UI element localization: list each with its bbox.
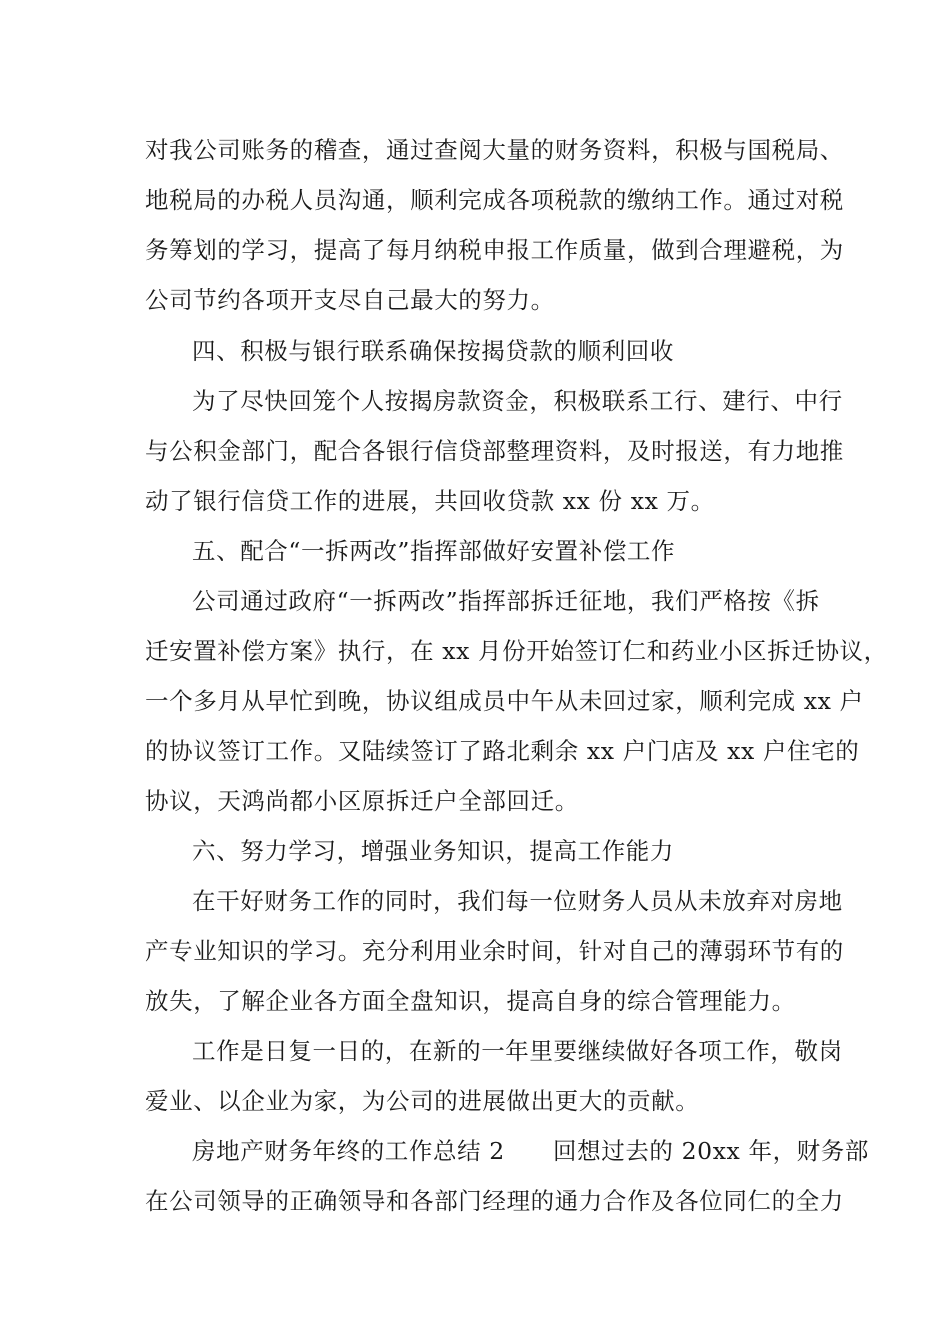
paragraph-line: 房地产财务年终的工作总结 2 回想过去的 20xx 年，财务部 (192, 1137, 869, 1165)
paragraph-line: 对我公司账务的稽查，通过查阅大量的财务资料，积极与国税局、 (145, 136, 844, 164)
paragraph-line: 工作是日复一日的，在新的一年里要继续做好各项工作，敬岗 (192, 1037, 843, 1065)
paragraph-line: 产专业知识的学习。充分利用业余时间，针对自己的薄弱环节有的 (145, 937, 844, 965)
paragraph-line: 的协议签订工作。又陆续签订了路北剩余 xx 户门店及 xx 户住宅的 (145, 737, 860, 765)
paragraph-line: 公司节约各项开支尽自己最大的努力。 (145, 286, 555, 314)
paragraph-line: 在公司领导的正确领导和各部门经理的通力合作及各位同仁的全力 (145, 1187, 844, 1215)
paragraph-line: 爱业、以企业为家，为公司的进展做出更大的贡献。 (145, 1087, 700, 1115)
paragraph-line: 与公积金部门，配合各银行信贷部整理资料，及时报送，有力地推 (145, 437, 844, 465)
paragraph-line: 迁安置补偿方案》执行，在 xx 月份开始签订仁和药业小区拆迁协议， (145, 637, 888, 665)
section-heading: 五、配合“一拆两改”指挥部做好安置补偿工作 (192, 537, 676, 565)
paragraph-line: 在干好财务工作的同时，我们每一位财务人员从未放弃对房地 (192, 887, 843, 915)
section-heading: 六、努力学习，增强业务知识，提高工作能力 (192, 837, 674, 865)
paragraph-line: 协议，天鸿尚都小区原拆迁户全部回迁。 (145, 787, 579, 815)
paragraph-line: 放失，了解企业各方面全盘知识，提高自身的综合管理能力。 (145, 987, 796, 1015)
paragraph-line: 动了银行信贷工作的进展，共回收贷款 xx 份 xx 万。 (145, 487, 715, 515)
paragraph-line: 一个多月从早忙到晚，协议组成员中午从未回过家，顺利完成 xx 户 (145, 687, 864, 715)
paragraph-line: 公司通过政府“一拆两改”指挥部拆迁征地，我们严格按《拆 (192, 587, 820, 615)
paragraph-line: 务筹划的学习，提高了每月纳税申报工作质量，做到合理避税，为 (145, 236, 844, 264)
paragraph-line: 地税局的办税人员沟通，顺利完成各项税款的缴纳工作。通过对税 (145, 186, 844, 214)
paragraph-line: 为了尽快回笼个人按揭房款资金，积极联系工行、建行、中行 (192, 387, 843, 415)
section-heading: 四、积极与银行联系确保按揭贷款的顺利回收 (192, 337, 674, 365)
